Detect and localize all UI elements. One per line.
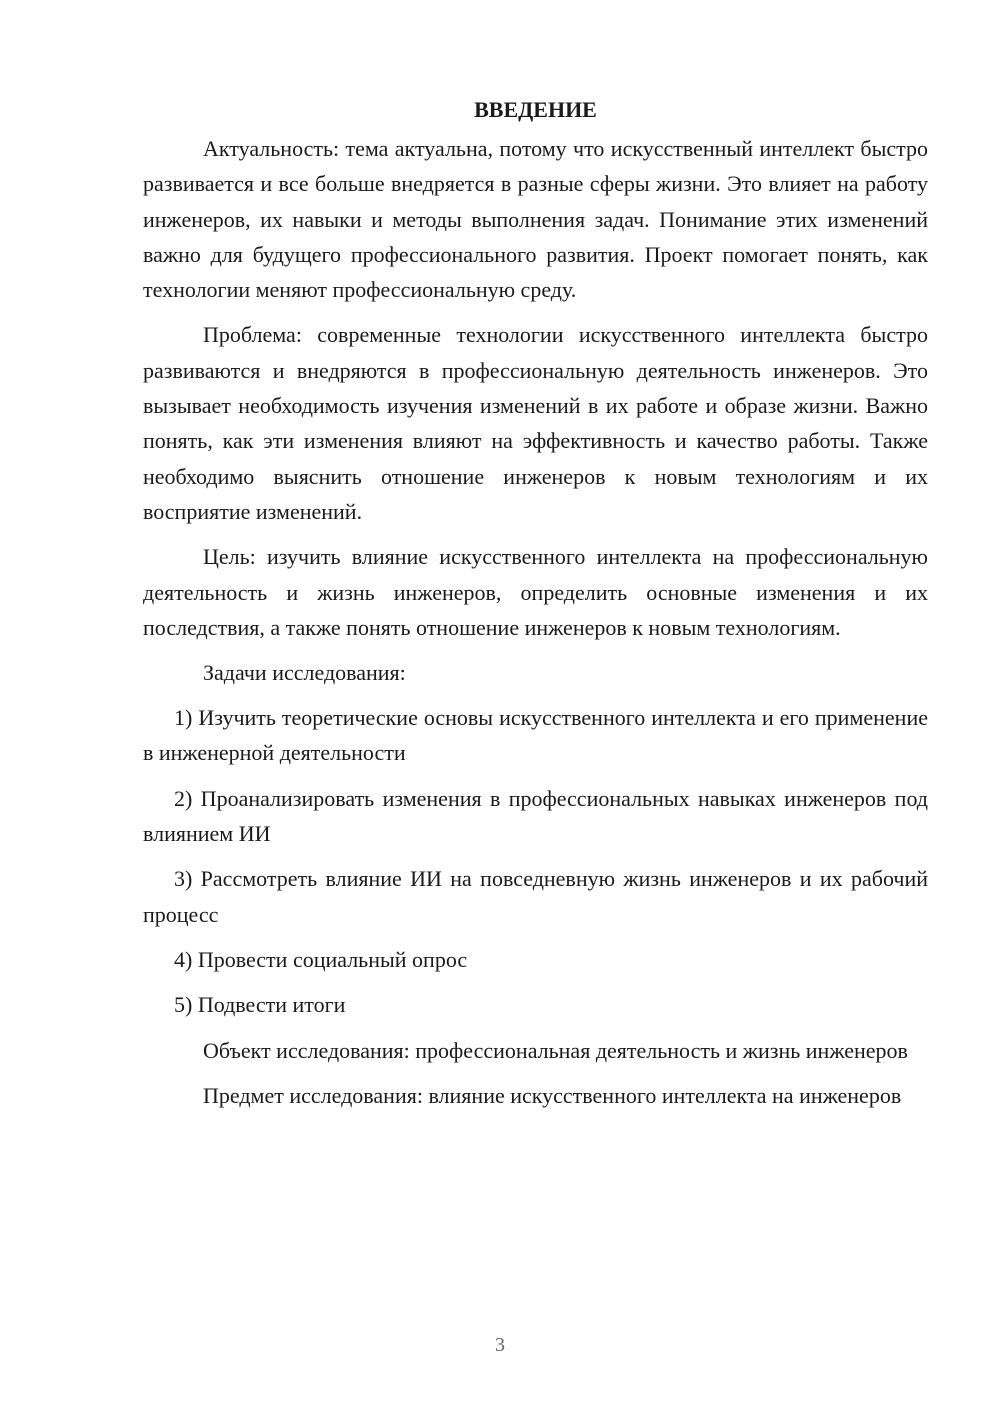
goal-paragraph: Цель: изучить влияние искусственного интеллекта на профессиональную деятельность и жизнь инженеров, определить основные изменения и их последствия, а также понять отношение инженеров к новым технологиям.	[143, 544, 928, 640]
page-title: ВВЕДЕНИЕ	[474, 97, 597, 122]
page-number: 3	[495, 1334, 505, 1356]
task-item-3: 3) Рассмотреть влияние ИИ на повседневную жизнь инженеров и их рабочий процесс	[143, 866, 928, 927]
task-item-1: 1) Изучить теоретические основы искусственного интеллекта и его применение в инженерной деятельности	[143, 705, 928, 766]
task-item-5: 5) Подвести итоги	[174, 992, 346, 1018]
document-page	[143, 95, 928, 1123]
tasks-heading: Задачи исследования:	[203, 660, 406, 686]
task-item-4: 4) Провести социальный опрос	[174, 946, 468, 972]
subject-paragraph: Предмет исследования: влияние искусственного интеллекта на инженеров	[203, 1082, 902, 1108]
relevance-paragraph: Актуальность: тема актуальна, потому что искусственный интеллект быстро развивается и все больше внедряется в разные сферы жизни. Это влияет на работу инженеров, их навыки и методы выполнения задач. Понимание этих изменений важно для будущего профессионального развития. Проект помогает понять, как технологии меняют профессиональную среду.	[143, 136, 928, 303]
object-paragraph: Объект исследования: профессиональная деятельность и жизнь инженеров	[203, 1037, 908, 1063]
problem-paragraph: Проблема: современные технологии искусственного интеллекта быстро развиваются и внедряются в профессиональную деятельность инженеров. Это вызывает необходимость изучения изменений в их работе и образе жизни. Важно понять, как эти изменения влияют на эффективность и качество работы. Также необходимо выяснить отношение инженеров к новым технологиям и их восприятие изменений.	[143, 322, 928, 524]
task-item-2: 2) Проанализировать изменения в профессиональных навыках инженеров под влиянием ИИ	[143, 785, 928, 847]
